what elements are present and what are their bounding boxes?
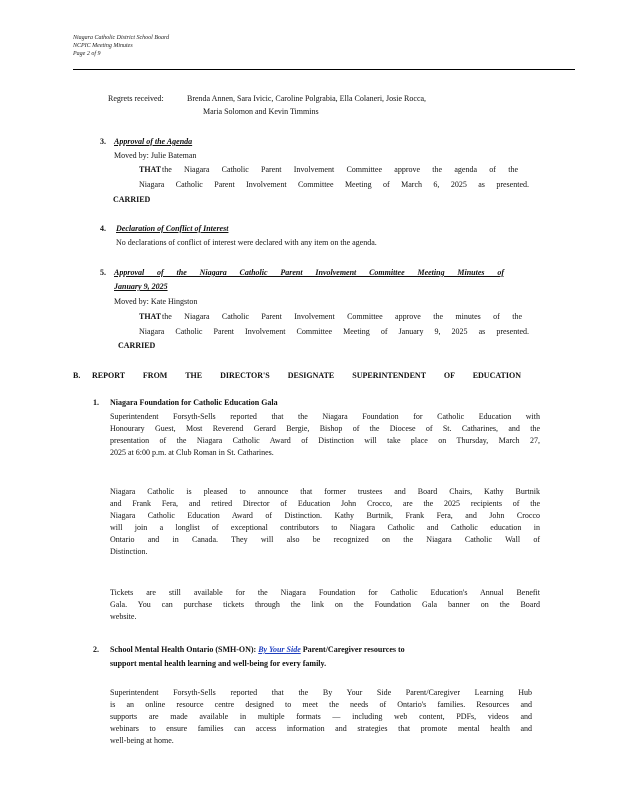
b2-title-part-b: Parent/Caregiver resources to bbox=[302, 645, 405, 654]
b2-title-part-a: School Mental Health Ontario (SMH-ON): bbox=[110, 645, 257, 654]
item3-moved: Moved by: Julie Bateman bbox=[114, 151, 197, 160]
b1-p2-line: and Frank Fera, and retired Director of Education John Crocco, are the 2025 recipients of the bbox=[110, 499, 540, 508]
b1-p1-line: Honourary Guest, Most Reverend Gerard Bergie, Bishop of the Diocese of St. Catharines, and the bbox=[110, 424, 540, 433]
b1-number: 1. bbox=[93, 398, 99, 407]
b2-title-line1 bbox=[110, 645, 520, 655]
b1-p3-line: website. bbox=[110, 612, 137, 621]
b1-title: Niagara Foundation for Catholic Education Gala bbox=[110, 398, 278, 407]
item5-that: THAT bbox=[139, 312, 162, 321]
item4-text: No declarations of conflict of interest were declared with any item on the agenda. bbox=[116, 238, 377, 247]
item3-carried: CARRIED bbox=[113, 195, 151, 204]
b1-p1-line: 2025 at 6:00 p.m. at Club Roman in St. Catharines. bbox=[110, 448, 274, 457]
header-board-name: Niagara Catholic District School Board bbox=[73, 35, 170, 41]
item3-text-line1: the Niagara Catholic Parent Involvement Committee approve the agenda of the bbox=[162, 165, 518, 174]
b1-p1-line: presentation of the Niagara Catholic Award of Distinction will take place on Thursday, March 27, bbox=[110, 436, 540, 445]
section-b-letter: B. bbox=[73, 371, 81, 380]
b1-p1-line: Superintendent Forsyth-Sells reported that the Niagara Foundation for Catholic Education with bbox=[110, 412, 540, 421]
header-rule bbox=[73, 69, 575, 70]
regrets-line2: Maria Solomon and Kevin Timmins bbox=[203, 107, 319, 116]
b1-p2-line: Niagara Catholic is pleased to announce that former trustees and Board Chairs, Kathy Burtnik bbox=[110, 487, 540, 496]
b1-paragraph-1 bbox=[110, 411, 540, 459]
regrets-line1: Brenda Annen, Sara Ivicic, Caroline Polgrabia, Ella Colaneri, Josie Rocca, bbox=[187, 94, 427, 103]
b1-p2-line: Distinction. bbox=[110, 547, 148, 556]
b2-p1-line: supports are made available in multiple formats — including web content, PDFs, videos and bbox=[110, 712, 532, 721]
item3-number: 3. bbox=[100, 137, 106, 146]
b1-p2-line: Ontario and in Canada. They will also be recognized on the Niagara Catholic Wall of bbox=[110, 535, 540, 544]
b1-p2-line: Niagara Catholic Education Award of Distinction. Kathy Burtnik, Frank Fera, and John Crocco bbox=[110, 511, 540, 520]
item5-text-line1: the Niagara Catholic Parent Involvement Committee approve the minutes of the bbox=[162, 312, 522, 321]
header-page-number: Page 2 of 9 bbox=[73, 51, 101, 57]
b1-paragraph-2 bbox=[110, 486, 540, 558]
header-meeting-title: NCPIC Meeting Minutes bbox=[73, 43, 133, 49]
by-your-side-link[interactable]: By Your Side bbox=[258, 645, 301, 654]
item4-title: Declaration of Conflict of Interest bbox=[116, 224, 229, 233]
b1-paragraph-3 bbox=[110, 587, 540, 623]
item5-title-line2: January 9, 2025 bbox=[114, 282, 168, 291]
item5-text-line2: Niagara Catholic Parent Involvement Committee Meeting of January 9, 2025 as presented. bbox=[139, 327, 529, 336]
b1-p3-line: Gala. You can purchase tickets through the link on the Foundation Gala banner on the Board bbox=[110, 600, 540, 609]
item3-that: THAT bbox=[139, 165, 162, 174]
item5-number: 5. bbox=[100, 268, 106, 277]
b1-p2-line: will join a longlist of exceptional contributors to Niagara Catholic and Catholic education in bbox=[110, 523, 540, 532]
b2-p1-line: is an online resource centre designed to meet the needs of Ontario's families. Resources and bbox=[110, 700, 532, 709]
item3-text-line2: Niagara Catholic Parent Involvement Committee Meeting of March 6, 2025 as presented. bbox=[139, 180, 529, 189]
b2-p1-line: Superintendent Forsyth-Sells reported that the By Your Side Parent/Caregiver Learning Hub bbox=[110, 688, 532, 697]
b2-number: 2. bbox=[93, 645, 99, 654]
regrets-label: Regrets received: bbox=[108, 94, 164, 103]
item5-moved: Moved by: Kate Hingston bbox=[114, 297, 198, 306]
b2-title-line2: support mental health learning and well-being for every family. bbox=[110, 659, 327, 668]
item3-title: Approval of the Agenda bbox=[114, 137, 193, 146]
page-header bbox=[73, 34, 169, 58]
item5-title-line1: Approval of the Niagara Catholic Parent Involvement Committee Meeting Minutes of bbox=[114, 268, 504, 277]
section-b-title: REPORT FROM THE DIRECTOR'S DESIGNATE SUPERINTENDENT OF EDUCATION bbox=[92, 371, 521, 380]
b2-paragraph-1 bbox=[110, 687, 532, 747]
item5-carried: CARRIED bbox=[118, 341, 156, 350]
item4-number: 4. bbox=[100, 224, 106, 233]
b2-p1-line: well-being at home. bbox=[110, 736, 174, 745]
b2-p1-line: webinars to ensure families can access information and strategies that promote mental health and bbox=[110, 724, 532, 733]
b1-p3-line: Tickets are still available for the Niagara Foundation for Catholic Education's Annual Benefit bbox=[110, 588, 540, 597]
